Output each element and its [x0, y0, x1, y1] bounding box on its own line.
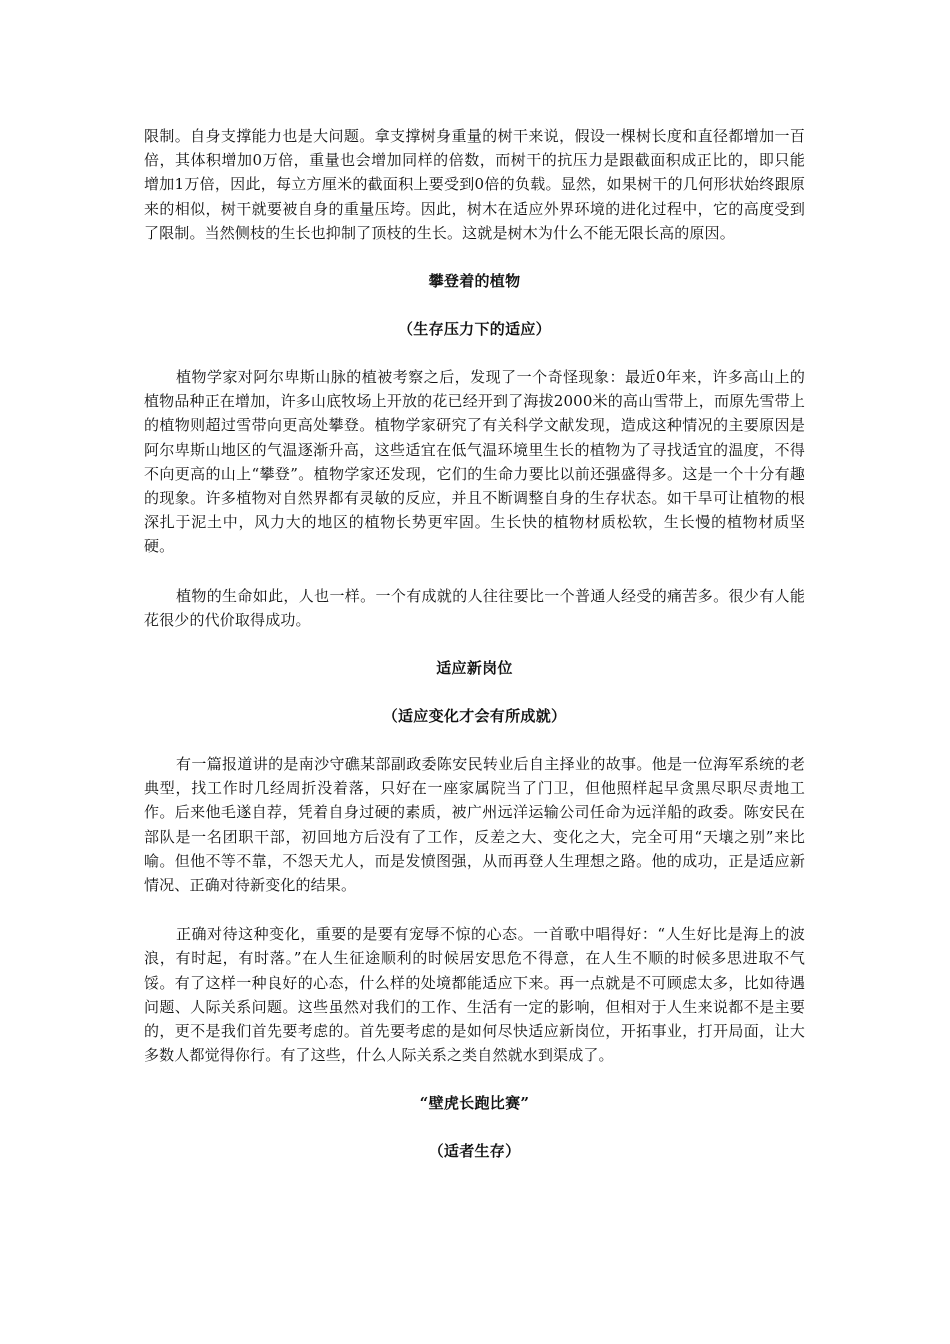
- section-subtitle-new-post: （适应变化才会有所成就）: [382, 707, 567, 726]
- document-page: [144, 124, 805, 1163]
- section-title-climbing-plants: 攀登着的植物: [428, 272, 521, 291]
- paragraph-life-like-plants: 植物的生命如此，人也一样。一个有成就的人往往要比一个普通人经受的痛苦多。很少有人能花很少的代价取得成功。: [144, 586, 805, 629]
- paragraph-facing-change: 正确对待这种变化，重要的是要有宠辱不惊的心态。一首歌中唱得好：“人生好比是海上的波浪，有时起，有时落。”在人生征途顺利的时候居安思危不得意，在人生不顺的时候多思进取不气馁。有了这样一种良好的心态，什么样的处境都能适应下来。再一点就是不可顾虑太多，比如待遇问题、人际关系问题。这些虽然对我们的工作、生活有一定的影响，但相对于人生来说都不是主要的，更不是我们首先要考虑的。首先要考虑的是如何尽快适应新岗位，开拓事业，打开局面，让大多数人都觉得你行。有了这些，什么人际关系之类自然就水到渠成了。: [144, 925, 805, 1065]
- paragraph-chen-anmin-story: 有一篇报道讲的是南沙守礁某部副政委陈安民转业后自主择业的故事。他是一位海军系统的老典型，找工作时几经周折没着落，只好在一座家属院当了门卫，但他照样起早贪黑尽职尽责地工作。后来他毛遂自荐，凭着自身过硬的素质，被广州远洋运输公司任命为远洋船的政委。陈安民在部队是一名团职干部，初回地方后没有了工作，反差之大、变化之大，完全可用“天壤之别”来比喻。但他不等不靠，不怨天尤人，而是发愤图强，从而再登人生理想之路。他的成功，正是适应新情况、正确对待新变化的结果。: [144, 755, 805, 895]
- paragraph-alps-plants: 植物学家对阿尔卑斯山脉的植被考察之后，发现了一个奇怪现象：最近0年来，许多高山上的植物品种正在增加，许多山底牧场上开放的花已经开到了海拔2000米的高山雪带上，而原先雪带上的植物则超过雪带向更高处攀登。植物学家研究了有关科学文献发现，造成这种情况的主要原因是阿尔卑斯山地区的气温逐渐升高，这些适宜在低气温环境里生长的植物为了寻找适宜的温度，不得不向更高的山上“攀登”。植物学家还发现，它们的生命力要比以前还强盛得多。这是一个十分有趣的现象。许多植物对自然界都有灵敏的反应，并且不断调整自身的生存状态。如干旱可让植物的根深扎于泥土中，风力大的地区的植物长势更牢固。生长快的植物材质松软，生长慢的植物材质坚硬。: [144, 368, 805, 556]
- section-title-new-post: 适应新岗位: [436, 659, 513, 678]
- section-title-gecko-race: “壁虎长跑比赛”: [419, 1094, 530, 1113]
- section-subtitle-climbing-plants: （生存压力下的适应）: [397, 320, 551, 339]
- section-subtitle-gecko-race: （适者生存）: [428, 1142, 521, 1161]
- paragraph-tree-height: 限制。自身支撑能力也是大问题。拿支撑树身重量的树干来说，假设一棵树长度和直径都增加一百倍，其体积增加0万倍，重量也会增加同样的倍数，而树干的抗压力是跟截面积成正比的，即只能增加1万倍，因此，每立方厘米的截面积上要受到0倍的负载。显然，如果树干的几何形状始终跟原来的相似，树干就要被自身的重量压垮。因此，树木在适应外界环境的进化过程中，它的高度受到了限制。当然侧枝的生长也抑制了顶枝的生长。这就是树木为什么不能无限长高的原因。: [144, 127, 805, 242]
